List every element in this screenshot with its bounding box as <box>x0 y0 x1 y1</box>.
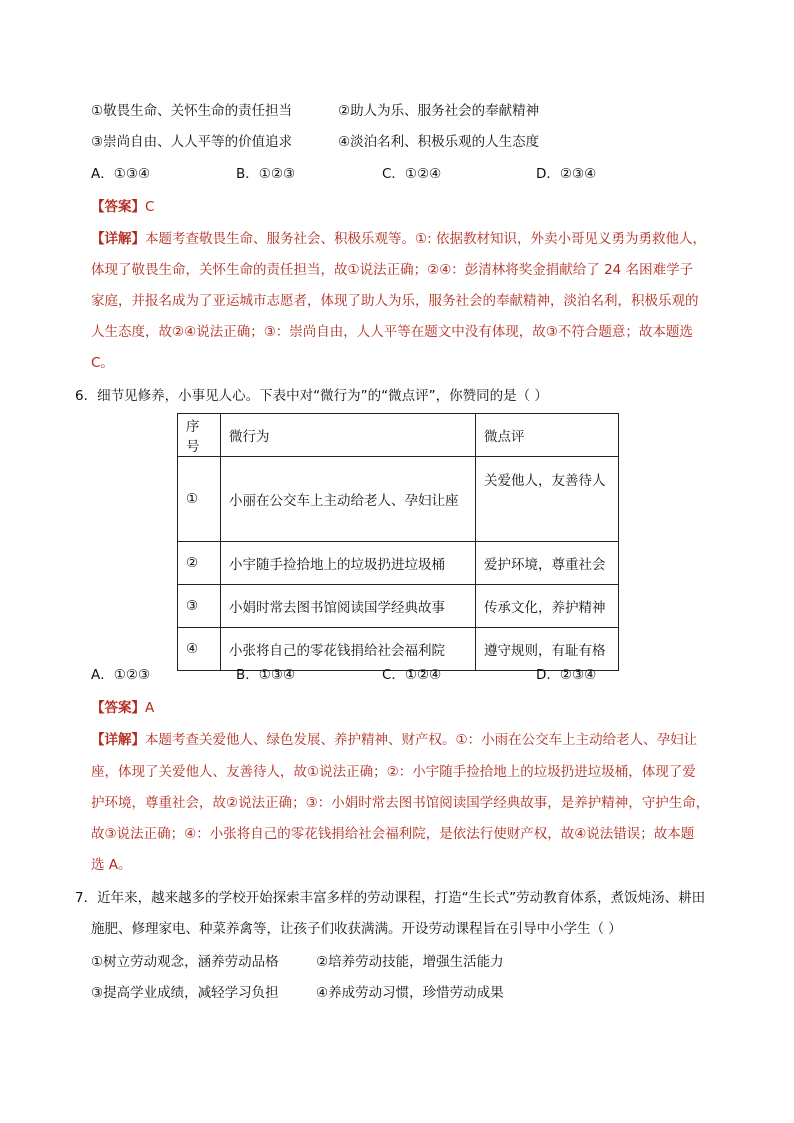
table-header-row <box>178 414 619 457</box>
q6-answer <box>91 698 154 718</box>
q5-option-b: B．①②③ <box>236 166 296 182</box>
detail-tag: 【详解】 <box>91 231 145 247</box>
answer-value: C <box>145 199 155 215</box>
answer-tag: 【答案】 <box>91 700 145 716</box>
q6-option-d: D．②③④ <box>536 667 597 683</box>
answer-value: A <box>145 700 155 716</box>
q5-detail-line-3: 家庭，并报名成为了亚运城市志愿者，体现了助人为乐，服务社会的奉献精神，淡泊名利，积极乐观的 <box>91 293 699 309</box>
q5-item-1: ①敬畏生命、关怀生命的责任担当 <box>91 103 293 119</box>
q5-detail-line-4: 人生态度，故②④说法正确；③：崇尚自由，人人平等在题文中没有体现，故③不符合题意；故本题选 <box>91 324 693 340</box>
q5-item-4: ④淡泊名利、积极乐观的人生态度 <box>338 134 540 150</box>
table-row <box>178 457 619 542</box>
q5-item-3: ③崇尚自由、人人平等的价值追求 <box>91 134 293 150</box>
q5-answer <box>91 197 154 217</box>
q6-option-c: C．①②④ <box>382 667 442 683</box>
table-cell: ② <box>178 542 221 585</box>
q6-stem: 6．细节见修养，小事见人心。下表中对“微行为”的“微点评”，你赞同的是（ ） <box>75 388 548 404</box>
table-cell: ③ <box>178 585 221 628</box>
q5-item-2: ②助人为乐、服务社会的奉献精神 <box>338 103 540 119</box>
q7-stem-line-2: 施肥、修理家电、种菜养禽等，让孩子们收获满满。开设劳动课程旨在引导中小学生（ ） <box>91 921 622 937</box>
table-cell: 传承文化，养护精神 <box>476 585 619 628</box>
table-cell: 小娟时常去图书馆阅读国学经典故事 <box>221 585 476 628</box>
table-header-cell: 微点评 <box>476 414 619 457</box>
table-cell: ① <box>178 457 221 542</box>
q5-detail-line-1 <box>91 229 706 249</box>
q6-detail-line-1 <box>91 730 697 750</box>
q7-item-1: ①树立劳动观念，涵养劳动品格 <box>91 954 279 970</box>
q7-item-3: ③提高学业成绩，减轻学习负担 <box>91 985 279 1001</box>
table-cell: 遵守规则，有耻有格 <box>476 628 619 671</box>
q7-item-2: ②培养劳动技能，增强生活能力 <box>316 954 504 970</box>
q6-detail-line-5: 选 A。 <box>91 857 132 873</box>
q5-option-a: A．①③④ <box>91 166 151 182</box>
detail-text: 本题考查关爱他人、绿色发展、养护精神、财产权。①：小雨在公交车上主动给老人、孕妇让 <box>145 732 698 748</box>
detail-text: 本题考查敬畏生命、服务社会、积极乐观等。①: 依据教材知识，外卖小哥见义勇为勇救他人， <box>145 231 706 247</box>
q5-detail-line-2: 体现了敬畏生命，关怀生命的责任担当，故①说法正确；②④：彭清林将奖金捐献给了 24 名困难学子 <box>91 262 694 278</box>
q6-detail-line-4: 故③说法正确；④：小张将自己的零花钱捐给社会福利院，是依法行使财产权，故④说法错误；故本题 <box>91 826 695 842</box>
q7-item-4: ④养成劳动习惯，珍惜劳动成果 <box>316 985 504 1001</box>
q6-table <box>177 413 619 671</box>
q5-option-c: C．①②④ <box>382 166 442 182</box>
table-row <box>178 585 619 628</box>
detail-tag: 【详解】 <box>91 732 145 748</box>
answer-tag: 【答案】 <box>91 199 145 215</box>
table-cell: 小张将自己的零花钱捐给社会福利院 <box>221 628 476 671</box>
table-cell: ④ <box>178 628 221 671</box>
table-header-cell: 微行为 <box>221 414 476 457</box>
table-cell: 小宇随手捡拾地上的垃圾扔进垃圾桶 <box>221 542 476 585</box>
q5-option-d: D．②③④ <box>536 166 597 182</box>
table-cell: 小丽在公交车上主动给老人、孕妇让座 <box>221 457 476 542</box>
q6-option-b: B．①③④ <box>236 667 296 683</box>
q5-detail-line-5: C。 <box>91 355 114 371</box>
table-cell: 爱护环境，尊重社会 <box>476 542 619 585</box>
q6-option-a: A．①②③ <box>91 667 151 683</box>
q6-detail-line-2: 座，体现了关爱他人、友善待人，故①说法正确；②：小宇随手捡拾地上的垃圾扔进垃圾桶，体现了爱 <box>91 764 696 780</box>
table-row <box>178 542 619 585</box>
table-cell: 关爱他人，友善待人 <box>476 457 619 542</box>
table-header-cell: 序号 <box>178 414 221 457</box>
q7-stem-line-1: 7．近年来，越来越多的学校开始探索丰富多样的劳动课程，打造“生长式”劳动教育体系，煮饭炖汤、耕田 <box>75 890 706 906</box>
q6-detail-line-3: 护环境，尊重社会，故②说法正确；③：小娟时常去图书馆阅读国学经典故事，是养护精神，守护生命， <box>91 795 710 811</box>
